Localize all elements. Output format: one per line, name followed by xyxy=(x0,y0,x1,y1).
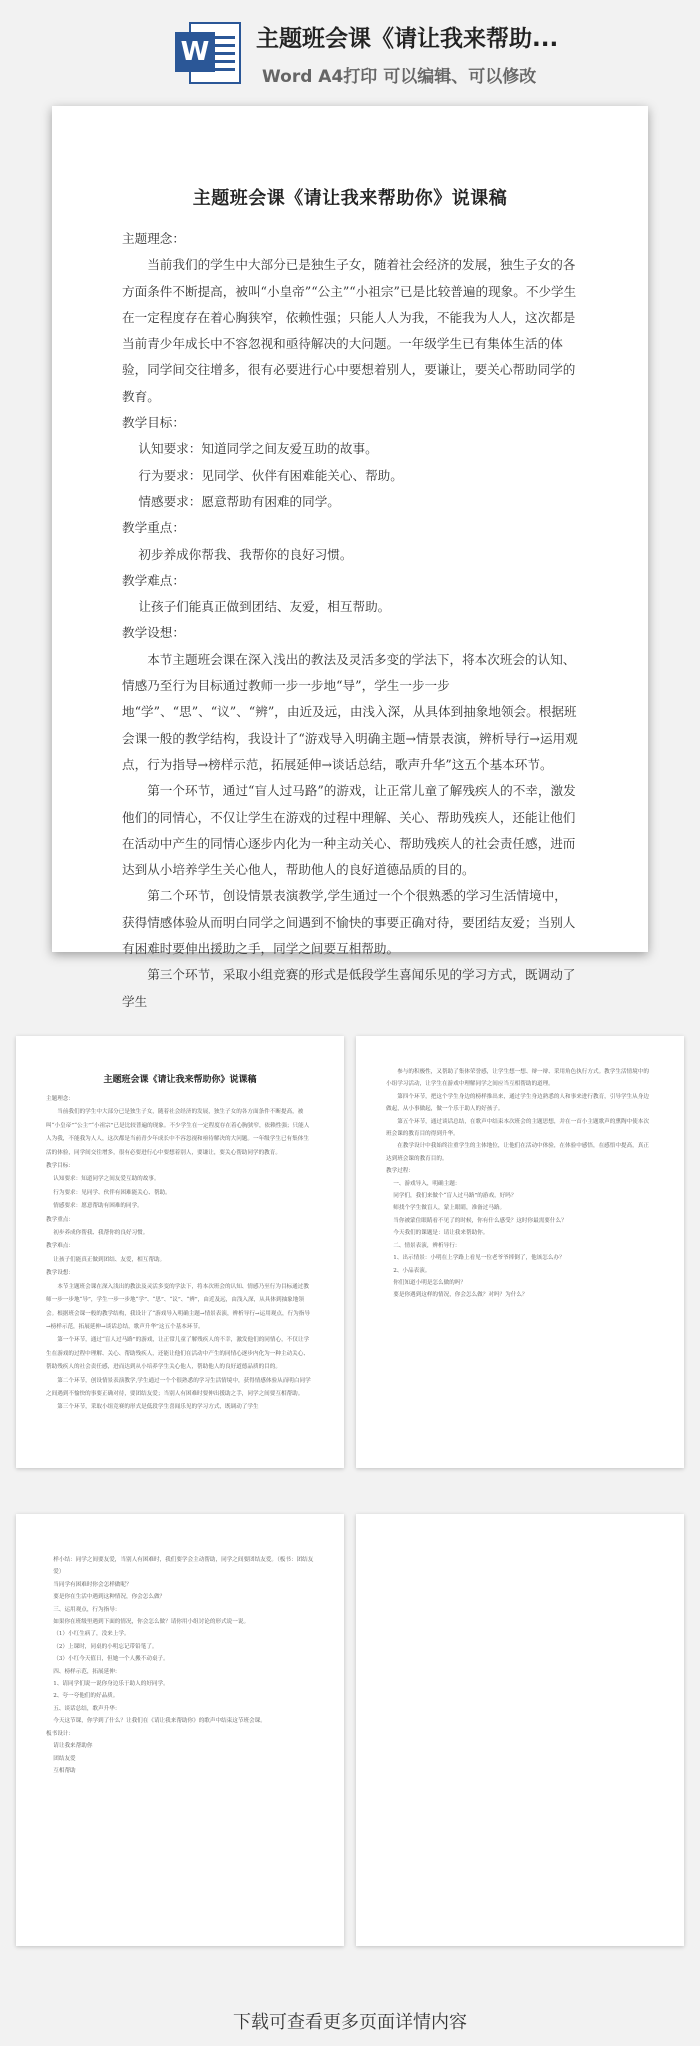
paragraph: （1）小红生病了，没来上学。 xyxy=(53,1631,130,1638)
paragraph: 让孩子们能真正做到团结、友爱，相互帮助。 xyxy=(53,1256,166,1263)
page-title: 主题班会课《请让我来帮助你》说课稿 xyxy=(192,188,508,209)
page-thumbnail-1[interactable] xyxy=(16,1036,344,1468)
paragraph: （2）上课时，同桌的小明忘记带铅笔了。 xyxy=(53,1643,158,1650)
page-thumbnail-3[interactable] xyxy=(16,1514,344,1946)
page-thumbnail-2[interactable] xyxy=(356,1036,684,1468)
paragraph: 三、运用观点，行为指导： xyxy=(53,1606,121,1613)
paragraph: 第二个环节，创设情景表演教学,学生通过一个个很熟悉的学习生活情境中，获得情感体验从而明白同学之间遇到不愉快的事要正确对待，要团结友爱；当别人有困难时要伸出援助之手，同学之间要互相帮助。 xyxy=(46,1377,311,1397)
section-heading: 主题理念： xyxy=(46,1096,74,1102)
thumbnail-title: 主题班会课《请让我来帮助你》说课稿 xyxy=(103,1075,257,1085)
section-heading: 板书设计： xyxy=(46,1730,74,1737)
paragraph: 互相帮助 xyxy=(53,1767,76,1774)
document-title: 主题班会课《请让我来帮助... xyxy=(256,26,559,52)
paragraph: 第五个环节，通过谈话总结，在歌声中结束本次班会的主题思想，并在一首小主题歌声的熏陶中使本次班会课的教育目的得到升华。 xyxy=(386,1118,649,1138)
paragraph: 第一个环节，通过“盲人过马路”的游戏，让正常儿童了解残疾人的不幸，激发他们的同情心，不仅让学生在游戏的过程中理解、关心、帮助残疾人，还能让他们在活动中产生的同情心逐步内化为一种主动关心、帮助残疾人的社会责任感，进而达到从小培养学生关心他人，帮助他人的良好道德品质的目的。 xyxy=(46,1337,310,1371)
paragraph: （3）小红今天值日，但她一个人搬不动桌子。 xyxy=(53,1656,169,1663)
paragraph: 2、夸一夸他们的好品质。 xyxy=(53,1693,119,1700)
paragraph: 情感要求：愿意帮助有困难的同学。 xyxy=(53,1203,143,1210)
paragraph: 你们知道小明是怎么做的吗？ xyxy=(393,1279,466,1286)
paragraph: 师找个学生做盲人，蒙上眼睛，准备过马路。 xyxy=(393,1205,506,1212)
section-heading: 教学重点： xyxy=(46,1216,74,1223)
paragraph: 认知要求：知道同学之间友爱互助的故事。 xyxy=(53,1176,160,1183)
paragraph: 2、小品表演。 xyxy=(393,1267,431,1274)
paragraph: 如果你在班级里遇到下面的情况，你会怎么做？请你用小组讨论的形式说一说。 xyxy=(53,1619,250,1626)
word-document-icon xyxy=(175,22,241,84)
section-heading: 教学过程： xyxy=(386,1168,414,1175)
paragraph: 当同学有困难时你会怎样做呢？ xyxy=(53,1581,132,1588)
section-heading: 教学难点： xyxy=(46,1243,74,1250)
paragraph: 初步养成你帮我、我帮你的良好习惯。 xyxy=(53,1230,149,1237)
paragraph: 团结友爱 xyxy=(53,1755,76,1762)
section-heading: 教学设想： xyxy=(46,1270,74,1277)
paragraph: 当前我们的学生中大部分已是独生子女，随着社会经济的发展，独生子女的各方面条件不断提高，被叫“小皇帝”“公主”“小祖宗”已是比较普遍的现象。不少学生在一定程度存在着心胸狭窄，依赖性强；只能人人为我，不能我为人人，这次都是当前青少年成长中不容忽视和亟待解决的大问题。一年级学生已有集体生活的体验，同学间交往增多，很有必要进行心中要想着别人，要谦让，要关心帮助同学的教育。 xyxy=(122,257,577,404)
paragraph: 当你被蒙住眼睛看不见了的时候，你有什么感受？这时你最需要什么？ xyxy=(393,1217,567,1224)
paragraph: 今天我们的课题是：请让我来帮助你。 xyxy=(393,1230,489,1237)
paragraph: 第一个环节，通过“盲人过马路”的游戏，让正常儿童了解残疾人的不幸，激发他们的同情心，不仅让学生在游戏的过程中理解、关心、帮助残疾人，还能让他们在活动中产生的同情心逐步内化为一种主动关心、帮助残疾人的社会责任感，进而达到从小培养学生关心他人，帮助他人的良好道德品质的目的。 xyxy=(122,783,576,878)
paragraph: 1、请同学们说一说你身边乐于助人的好同学。 xyxy=(53,1681,169,1688)
paragraph: 参与的积极性，又帮助了集体荣誉感，让学生想一想、辩一辩、采用角色执行方式。教学生活情境中的小组学习活动，让学生在游戏中理解同学之间应当互相帮助的道理。 xyxy=(386,1069,649,1088)
paragraph: 行为要求：见同学、伙伴有困难能关心、帮助。 xyxy=(138,467,403,483)
paragraph: 四、榜样示范，拓展延伸： xyxy=(53,1668,121,1675)
paragraph: 1、出示情景：小明在上学路上看见一位老爷爷摔倒了，他该怎么办？ xyxy=(393,1255,565,1262)
paragraph: 今天这节课，你学到了什么？让我们在《请让我来帮助你》的歌声中结束这节班会课。 xyxy=(53,1718,266,1725)
thumbnail-body xyxy=(46,1554,314,1777)
paragraph: 请让我来帮助你 xyxy=(53,1743,93,1750)
paragraph: 一、游戏导入，明确主题： xyxy=(393,1180,461,1187)
section-heading: 主题理念： xyxy=(122,231,185,246)
section-heading: 教学重点： xyxy=(122,520,185,536)
paragraph: 在教学设计中我始终注重学生的主体地位，让他们在活动中体验，在体验中感悟，在感悟中提高，真正达到班会课的教育目的。 xyxy=(386,1143,649,1162)
more-pages-link[interactable]: 下载可查看更多页面详情内容 xyxy=(233,2012,467,2033)
paragraph: 样小结：同学之间要友爱，当别人有困难时，我们要学会主动帮助，同学之间要团结友爱。（板书：团结友爱） xyxy=(53,1557,314,1576)
paragraph: 本节主题班会课在深入浅出的教法及灵活多变的学法下，将本次班会的认知、情感乃至行为目标通过教师一步一步地“导”，学生一步一步地“学”、“思”、“议”、“辨”，由近及远，由浅入深，从具体到抽象地领会。根据班会课一般的教学结构，我设计了“游戏导入明确主题→情景表演，辨析导行→运用观点，行为指导→榜样示范，拓展延伸→谈话总结，歌声升华”这五个基本环节。 xyxy=(46,1283,310,1330)
paragraph: 行为要求：见同学、伙伴有困难能关心、帮助。 xyxy=(53,1189,171,1196)
page-body xyxy=(122,226,578,1015)
paragraph: 第二个环节，创设情景表演教学,学生通过一个个很熟悉的学习生活情境中，获得情感体验从而明白同学之间遇到不愉快的事要正确对待，要团结友爱；当别人有困难时要伸出援助之手，同学之间要互相帮助。 xyxy=(122,888,576,957)
paragraph: 第四个环节，把这个学生身边的榜样推出来，通过学生身边熟悉的人和事来进行教育，引导学生从身边做起，从小事做起，做一个乐于助人的好孩子。 xyxy=(386,1093,649,1113)
paragraph: 五、谈话总结，歌声升华： xyxy=(53,1705,121,1712)
header xyxy=(0,0,700,96)
section-heading: 教学目标： xyxy=(46,1163,74,1170)
section-heading: 教学设想： xyxy=(122,625,185,641)
paragraph: 情感要求：愿意帮助有困难的同学。 xyxy=(138,493,340,509)
paragraph: 让孩子们能真正做到团结、友爱，相互帮助。 xyxy=(138,599,391,615)
paragraph: 初步养成你帮我、我帮你的良好习惯。 xyxy=(138,546,353,562)
paragraph: 第三个环节，采取小组竞赛的形式是低段学生喜闻乐见的学习方式，既调动了学生 xyxy=(57,1404,259,1411)
section-heading: 教学目标： xyxy=(122,415,185,431)
paragraph: 第三个环节，采取小组竞赛的形式是低段学生喜闻乐见的学习方式，既调动了学生 xyxy=(122,967,576,1009)
paragraph: 要是你在生活中遇到这种情况，你会怎么做？ xyxy=(53,1594,166,1601)
section-heading: 教学难点： xyxy=(122,572,185,588)
paragraph: 本节主题班会课在深入浅出的教法及灵活多变的学法下，将本次班会的认知、情感乃至行为目标通过教师一步一步地“导”，学生一步一步地“学”、“思”、“议”、“辨”，由近及远，由浅入深，从具体到抽象地领会。根据班会课一般的教学结构，我设计了“游戏导入明确主题→情景表演，辨析导行→运用观点，行为指导→榜样示范，拓展延伸→谈话总结，歌声升华”这五个基本环节。 xyxy=(122,651,578,772)
document-subtitle: Word A4打印 可以编辑、可以修改 xyxy=(262,67,537,87)
thumbnail-body xyxy=(46,1093,314,1415)
paragraph: 认知要求：知道同学之间友爱互助的故事。 xyxy=(138,441,378,457)
thumbnail-body xyxy=(386,1066,654,1302)
page-thumbnail-4[interactable] xyxy=(356,1514,684,1946)
paragraph: 当前我们的学生中大部分已是独生子女，随着社会经济的发展，独生子女的各方面条件不断提高，被叫“小皇帝”“公主”“小祖宗”已是比较普遍的现象。不少学生在一定程度存在着心胸狭窄，依赖性强；只能人人为我，不能我为人人，这次都是当前青少年成长中不容忽视和亟待解决的大问题。一年级学生已有集体生活的体验，同学间交往增多，很有必要进行心中要想着别人，要谦让，要关心帮助同学的教育。 xyxy=(46,1109,310,1156)
paragraph: 二、情景表演，辨析导行： xyxy=(393,1242,461,1249)
paragraph: 同学们，我们来做个“盲人过马路”的游戏，好吗？ xyxy=(393,1193,517,1200)
paragraph: 要是你遇到这样的情况，你会怎么做？对吗？为什么？ xyxy=(393,1292,528,1299)
page-preview-main[interactable] xyxy=(52,106,648,1009)
word-badge-icon: W xyxy=(175,32,215,72)
